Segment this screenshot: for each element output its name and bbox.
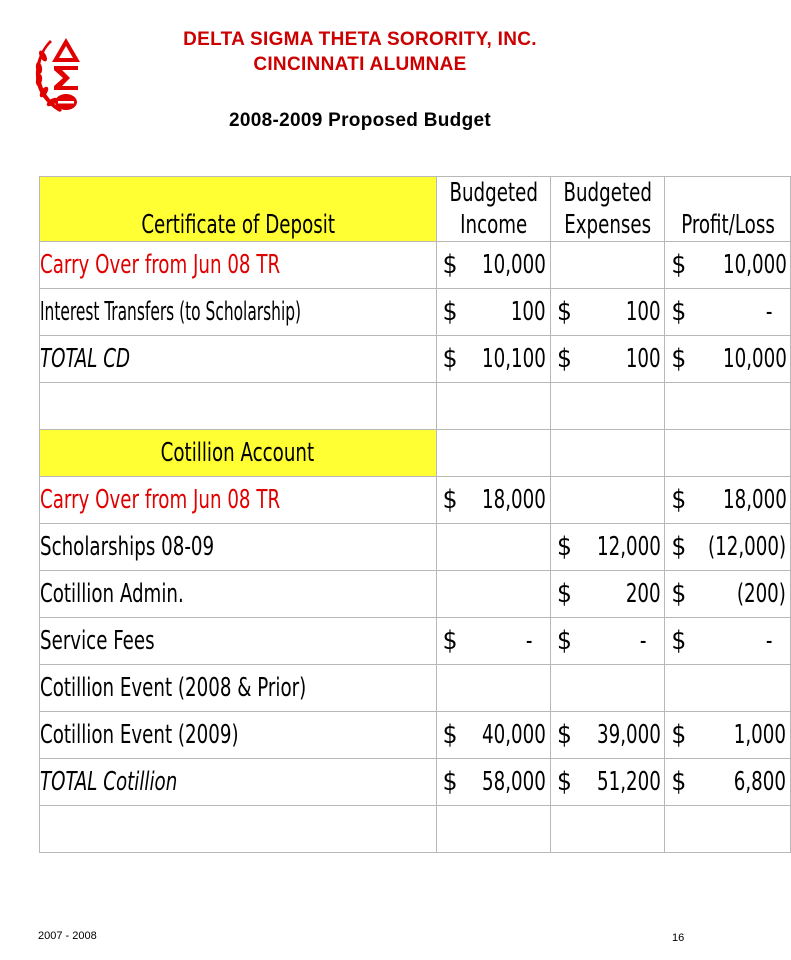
row-label: Cotillion Admin. (40, 579, 184, 609)
row-label: TOTAL CD (40, 344, 131, 374)
row-label: Interest Transfers (to Scholarship) (40, 297, 302, 327)
column-header-income: Budgeted Income (436, 177, 550, 242)
table-row-total: TOTAL CD $ 10,100 $ 100 $ 10,000 (40, 336, 791, 383)
row-label: Carry Over from Jun 08 TR (40, 485, 281, 515)
empty-row (40, 383, 791, 430)
budget-table (39, 176, 791, 853)
delta-sigma-theta-crest-icon (30, 28, 100, 118)
row-label: Scholarships 08-09 (40, 532, 215, 562)
table-row (40, 665, 791, 712)
row-label: Service Fees (40, 626, 155, 656)
table-row: Service Fees $ - $ - $ - (40, 618, 791, 665)
section-header-row (40, 430, 791, 477)
chapter-name: CINCINNATI ALUMNAE (253, 54, 467, 75)
table-row: Interest Transfers (to Scholarship) $ 100 $ 100 $ - (40, 289, 791, 336)
table-header-row (40, 177, 791, 242)
row-label: Carry Over from Jun 08 TR (40, 250, 281, 280)
page-number: 16 (672, 932, 685, 944)
table-row: Cotillion Event (2009) $ 40,000 $ 39,000 $ 1,000 (40, 712, 791, 759)
section-title-cotillion: Cotillion Account (40, 430, 437, 477)
footer-years: 2007 - 2008 (38, 930, 97, 942)
section-title-cd: Certificate of Deposit (40, 177, 437, 242)
table-row: Carry Over from Jun 08 TR $ 10,000 $ 10,000 (40, 242, 791, 289)
column-header-profit-loss: Profit/Loss (665, 177, 791, 242)
row-label: TOTAL Cotillion (40, 767, 178, 797)
budget-title: 2008-2009 Proposed Budget (229, 110, 491, 131)
table-row: Cotillion Admin. $ 200 $ (200) (40, 571, 791, 618)
column-header-expenses: Budgeted Expenses (551, 177, 665, 242)
empty-row (40, 806, 791, 853)
row-label: Cotillion Event (2009) (40, 720, 239, 750)
table-row-total: TOTAL Cotillion $ 58,000 $ 51,200 $ 6,800 (40, 759, 791, 806)
organization-name: DELTA SIGMA THETA SORORITY, INC. (183, 29, 537, 50)
table-row: Scholarships 08-09 $ 12,000 $ (12,000) (40, 524, 791, 571)
table-row: Carry Over from Jun 08 TR $ 18,000 $ 18,000 (40, 477, 791, 524)
row-label: Cotillion Event (2008 & Prior) (40, 673, 307, 703)
